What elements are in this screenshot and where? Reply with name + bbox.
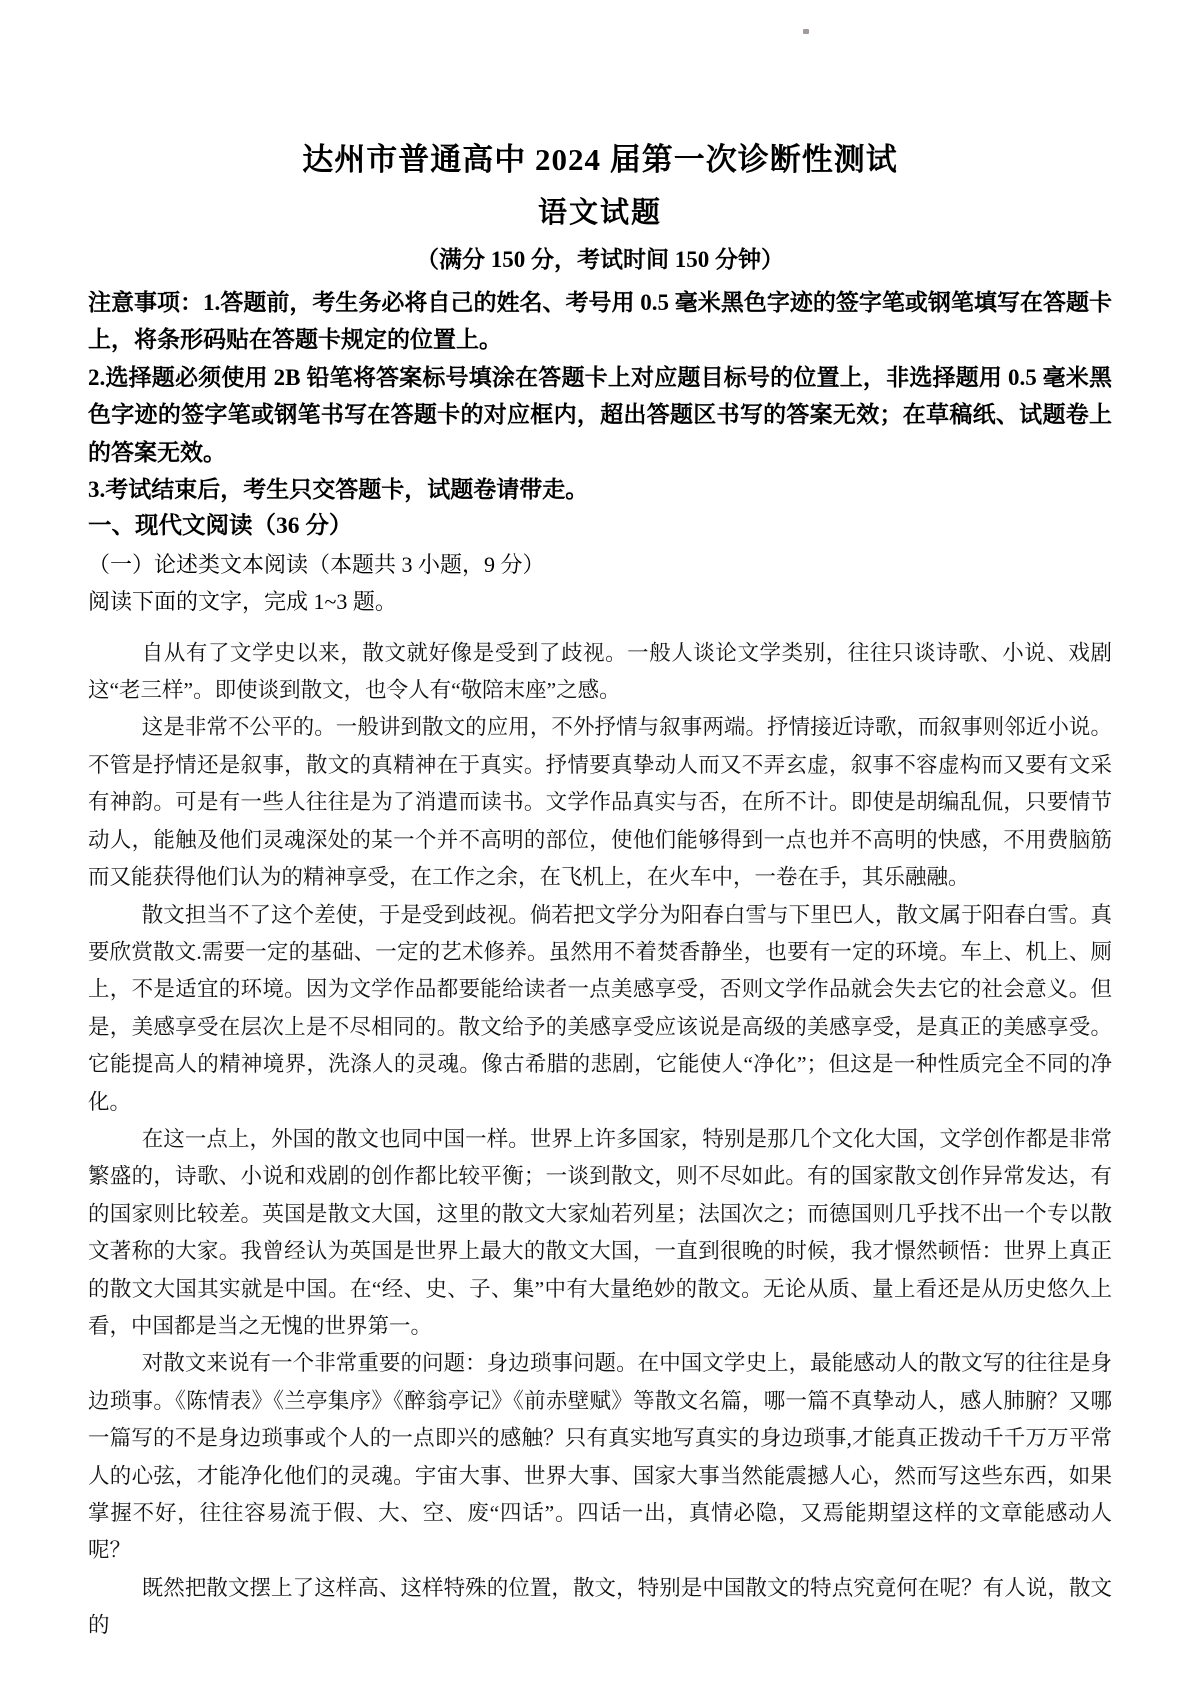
reading-passage <box>88 635 1112 1645</box>
passage-paragraph: 对散文来说有一个非常重要的问题：身边琐事问题。在中国文学史上，最能感动人的散文写的往往是身边琐事。《陈情表》《兰亭集序》《醉翁亭记》《前赤壁赋》等散文名篇，哪一篇不真挚动人，感人肺腑？又哪一篇写的不是身边琐事或个人的一点即兴的感触？只有真实地写真实的身边琐事,才能真正拨动千千万万平常人的心弦，才能净化他们的灵魂。宇宙大事、世界大事、国家大事当然能震撼人心，然而写这些东西，如果掌握不好，往往容易流于假、大、空、废“四话”。四话一出，真情必隐，又焉能期望这样的文章能感动人呢？ <box>88 1351 1112 1563</box>
passage-paragraph: 散文担当不了这个差使，于是受到歧视。倘若把文学分为阳春白雪与下里巴人，散文属于阳春白雪。真要欣赏散文.需要一定的基础、一定的艺术修养。虽然用不着焚香静坐，也要有一定的环境。车上、机上、厕上，不是适宜的环境。因为文学作品都要能给读者一点美感享受，否则文学作品就会失去它的社会意义。但是，美感享受在层次上是不尽相同的。散文给予的美感享受应该说是高级的美感享受，是真正的美感享受。它能提高人的精神境界，洗涤人的灵魂。像古希腊的悲剧，它能使人“净化”；但这是一种性质完全不同的净化。 <box>88 902 1112 1114</box>
notice-block <box>88 284 1112 508</box>
document-content <box>88 0 1112 1645</box>
passage-paragraph: 既然把散文摆上了这样高、这样特殊的位置，散文，特别是中国散文的特点究竟何在呢？有人说，散文的 <box>88 1575 1112 1638</box>
section-heading-modern-reading: 一、现代文阅读（36 分） <box>88 513 353 540</box>
document-title: 达州市普通高中 2024 届第一次诊断性测试 <box>302 142 898 177</box>
passage-paragraph: 这是非常不公平的。一般讲到散文的应用，不外抒情与叙事两端。抒情接近诗歌，而叙事则邻近小说。不管是抒情还是叙事，散文的真精神在于真实。抒情要真挚动人而又不弄玄虚，叙事不容虚构而又要有文采有神韵。可是有一些人往往是为了消遣而读书。文学作品真实与否，在所不计。即使是胡编乱侃，只要情节动人，能触及他们灵魂深处的某一个并不高明的部位，使他们能够得到一点也并不高明的快感，不用费脑筋而又能获得他们认为的精神享受，在工作之余，在飞机上，在火车中，一卷在手，其乐融融。 <box>88 715 1112 890</box>
subsection-heading: （一）论述类文本阅读（本题共 3 小题，9 分） <box>88 551 545 577</box>
document-subtitle: 语文试题 <box>537 197 662 229</box>
notice-paragraph: 2.选择题必须使用 2B 铅笔将答案标号填涂在答题卡上对应题目标号的位置上，非选择题用 0.5 毫米黑色字迹的签字笔或钢笔书写在答题卡的对应框内，超出答题区书写的答案无效；在草稿纸、试题卷上的答案无效。 <box>88 364 1112 465</box>
notice-paragraph: 3.考试结束后，考生只交答题卡，试题卷请带走。 <box>88 477 589 503</box>
passage-paragraph: 在这一点上，外国的散文也同中国一样。世界上许多国家，特别是那几个文化大国，文学创作都是非常繁盛的，诗歌、小说和戏剧的创作都比较平衡；一谈到散文，则不尽如此。有的国家散文创作异常发达，有的国家则比较差。英国是散文大国，这里的散文大家灿若列星；法国次之；而德国则几乎找不出一个专以散文著称的大家。我曾经认为英国是世界上最大的散文大国，一直到很晚的时候，我才憬然顿悟：世界上真正的散文大国其实就是中国。在“经、史、子、集”中有大量绝妙的散文。无论从质、量上看还是从历史悠久上看，中国都是当之无愧的世界第一。 <box>88 1126 1112 1338</box>
reading-instruction: 阅读下面的文字，完成 1~3 题。 <box>88 589 397 615</box>
notice-paragraph: 注意事项：1.答题前，考生务必将自己的姓名、考号用 0.5 毫米黑色字迹的签字笔或钢笔填写在答题卡上，将条形码贴在答题卡规定的位置上。 <box>88 290 1112 353</box>
exam-score-time-info: （满分 150 分，考试时间 150 分钟） <box>416 247 784 272</box>
passage-paragraph: 自从有了文学史以来，散文就好像是受到了歧视。一般人谈论文学类别，往往只谈诗歌、小说、戏剧这“老三样”。即使谈到散文，也令人有“敬陪末座”之感。 <box>88 640 1112 703</box>
